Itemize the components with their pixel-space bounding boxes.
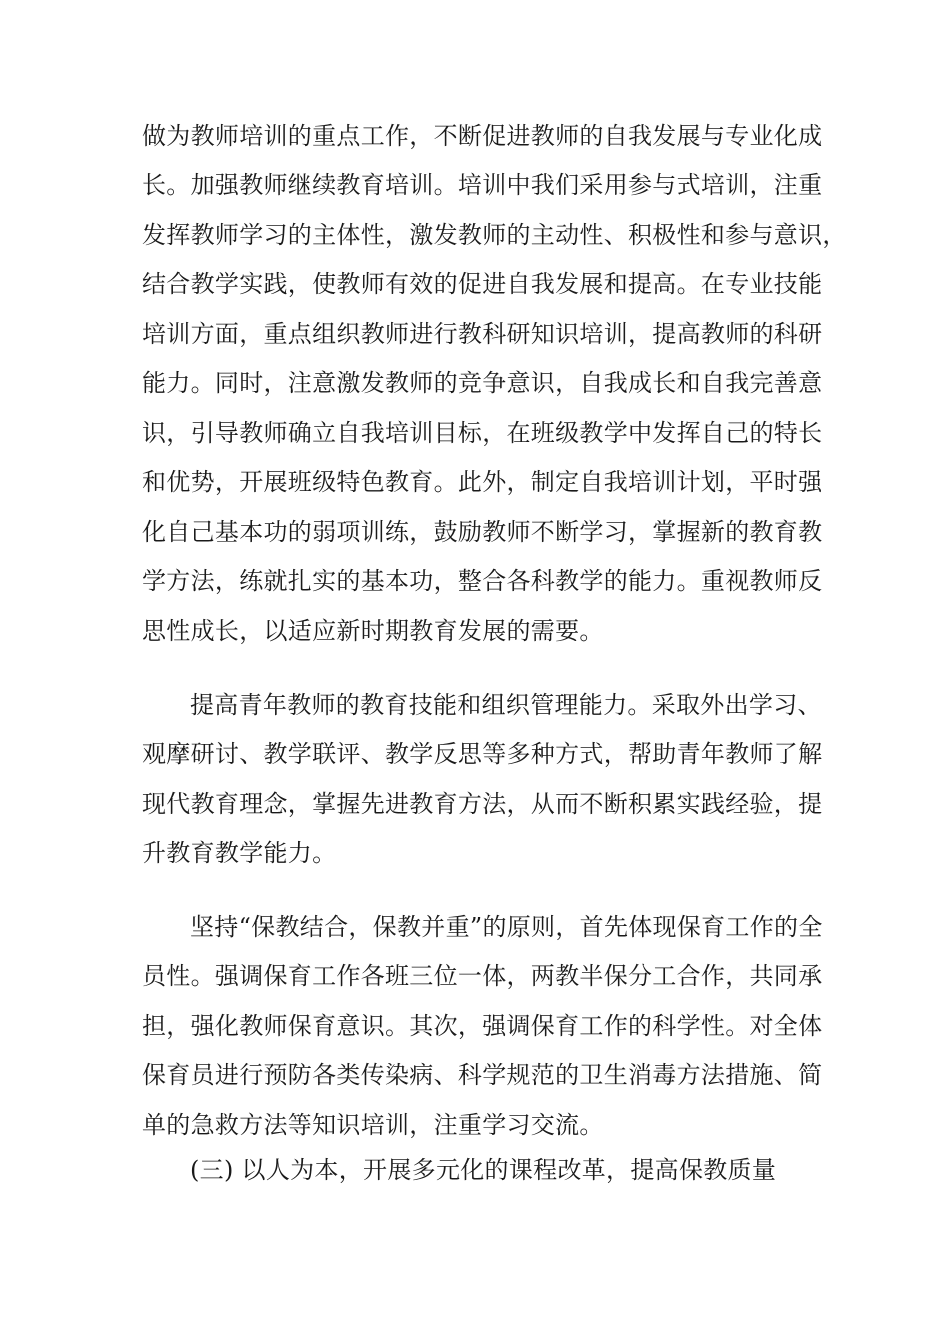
paragraph-2-line-2: 观摩研讨、教学联评、教学反思等多种方式，帮助青年教师了解 [142,740,823,768]
paragraph-2-line-4: 升教育教学能力。 [142,839,337,867]
paragraph-1-line-10: 学方法，练就扎实的基本功，整合各科教学的能力。重视教师反 [142,567,823,595]
paragraph-1-line-7: 识，引导教师确立自我培训目标，在班级教学中发挥自己的特长 [142,419,823,447]
paragraph-3-line-4: 保育员进行预防各类传染病、科学规范的卫生消毒方法措施、简 [142,1061,823,1089]
paragraph-2-line-3: 现代教育理念，掌握先进教育方法，从而不断积累实践经验，提 [142,790,823,818]
paragraph-1-line-4: 结合教学实践，使教师有效的促进自我发展和提高。在专业技能 [142,270,823,298]
paragraph-1-line-3: 发挥教师学习的主体性，激发教师的主动性、积极性和参与意识， [142,221,847,249]
paragraph-1-line-11: 思性成长，以适应新时期教育发展的需要。 [142,617,604,645]
paragraph-1-line-5: 培训方面，重点组织教师进行教科研知识培训，提高教师的科研 [142,320,823,348]
paragraph-3-line-5: 单的急救方法等知识培训，注重学习交流。 [142,1111,604,1139]
paragraph-2-line-1: 提高青年教师的教育技能和组织管理能力。采取外出学习、 [190,691,822,719]
paragraph-1-line-1: 做为教师培训的重点工作，不断促进教师的自我发展与专业化成 [142,122,823,150]
paragraph-1-line-2: 长。加强教师继续教育培训。培训中我们采用参与式培训，注重 [142,171,823,199]
paragraph-1-line-9: 化自己基本功的弱项训练，鼓励教师不断学习，掌握新的教育教 [142,518,823,546]
paragraph-1-line-8: 和优势，开展班级特色教育。此外，制定自我培训计划，平时强 [142,468,823,496]
paragraph-3-line-2: 员性。强调保育工作各班三位一体，两教半保分工合作，共同承 [142,962,823,990]
section-heading: (三) 以人为本，开展多元化的课程改革，提高保教质量 [190,1156,777,1184]
paragraph-1-line-6: 能力。同时，注意激发教师的竞争意识，自我成长和自我完善意 [142,369,823,397]
paragraph-3-line-3: 担，强化教师保育意识。其次，强调保育工作的科学性。对全体 [142,1012,823,1040]
paragraph-3-line-1: 坚持“保教结合，保教并重”的原则，首先体现保育工作的全 [190,913,823,941]
